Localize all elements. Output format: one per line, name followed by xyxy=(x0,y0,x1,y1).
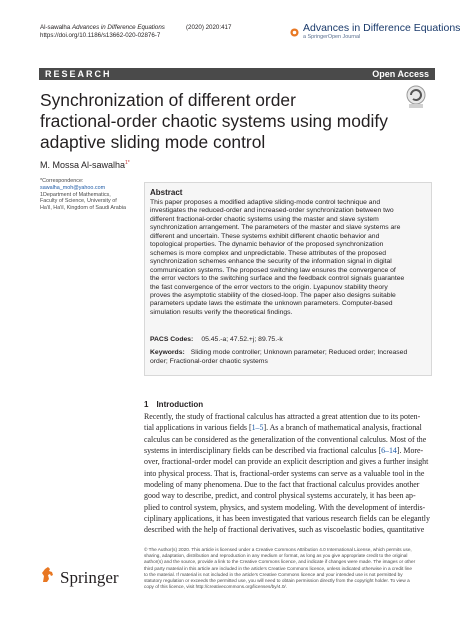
abstract-line: the error vectors to the switching surface and the feedback control signals guarantee xyxy=(150,275,405,283)
body-text: tial applications in various fields [ xyxy=(144,423,252,433)
correspondence-label: *Correspondence: xyxy=(40,178,84,184)
author-name[interactable]: M. Mossa Al-sawalha xyxy=(40,160,126,170)
body-line xyxy=(144,434,430,445)
abstract-line: different fractional-order chaotic systems using the master and slave system xyxy=(150,215,379,223)
abstract-text xyxy=(150,199,425,317)
introduction-text xyxy=(144,411,430,536)
brand-title: Advances in Difference Equations xyxy=(303,22,461,34)
article-type-ribbon xyxy=(39,68,435,80)
license-line: third party material in this article are included in the article's Creative Commons licence, unless indicated otherwise in a credit line xyxy=(144,565,412,571)
license-line: statutory regulation or exceeds the permitted use, you will need to obtain permission directly from the copyright holder. To view a xyxy=(144,578,410,584)
abstract-line: proves the asymptotic stability of the closed-loop. The paper also designs suitable xyxy=(150,291,396,299)
check-for-updates-icon[interactable] xyxy=(404,84,428,110)
abstract-line: the fast convergence of the error vectors to the origin. Lyapunov stability theory xyxy=(150,283,388,291)
correspondence-email[interactable]: sawalha_moh@yahoo.com xyxy=(40,184,106,191)
body-text: calculus can be considered as the generalization of the conventional calculus. Most of the xyxy=(144,434,427,444)
running-header xyxy=(40,24,165,40)
body-text: into physical process. That is, fractional-order systems can serve as a valuable tool in the xyxy=(144,468,425,478)
body-line xyxy=(144,524,430,535)
journal-brand[interactable] xyxy=(290,22,460,40)
body-line xyxy=(144,468,430,479)
body-line xyxy=(144,513,430,524)
license-line: © The Author(s) 2020. This article is licensed under a Creative Commons Attribution 4.0 International License, which permits use, xyxy=(144,547,412,552)
title-line: Synchronization of different order xyxy=(40,90,296,110)
body-text: Recently, the study of fractional calculus has attracted a great attention due to its poten- xyxy=(144,412,421,421)
body-line xyxy=(144,411,430,422)
springer-horse-icon xyxy=(40,566,56,589)
keywords-line: order; Fractional-order chaotic systems xyxy=(150,357,268,365)
license-line: sharing, adaptation, distribution and reproduction in any medium or format, as long as you give appropriate credit to the original xyxy=(144,553,408,559)
abstract-line: simulation results verify the theoretical findings. xyxy=(150,308,293,316)
abstract-line: schemes is more complex and unpredictable. These attributes of the proposed xyxy=(150,249,387,257)
article-title xyxy=(40,90,400,153)
body-text: ciplinary applications, it has been investigated that various research fields can be elegantly xyxy=(144,514,430,524)
abstract-line: synchronization arrangement. The parameters of the master and slave systems are xyxy=(150,224,401,232)
author-line xyxy=(40,160,130,170)
pacs-label: PACS Codes: xyxy=(150,336,194,343)
header-doi[interactable]: https://doi.org/10.1186/s13662-020-02876-7 xyxy=(40,32,161,39)
section-heading xyxy=(144,400,203,409)
abstract-line: communication systems. The proposed switching law ensures the convergence of xyxy=(150,266,396,274)
springer-logo[interactable] xyxy=(40,566,119,589)
body-text: ]. More- xyxy=(396,446,424,456)
springer-wordmark: Springer xyxy=(60,567,119,587)
header-year-article: (2020) 2020:417 xyxy=(186,24,232,31)
affiliation-line: Ha'il, Ha'il, Kingdom of Saudi Arabia xyxy=(40,205,126,212)
body-line xyxy=(144,422,430,433)
body-line xyxy=(144,490,430,501)
article-type-label: RESEARCH xyxy=(45,69,112,79)
license-line: to the material. If material is not included in the article's Creative Commons licence and your intended use is not permitted by xyxy=(144,571,403,577)
body-text: systems in interdisciplinary fields can be described via fractional calculus [ xyxy=(144,446,382,456)
citation-link[interactable]: 1–5 xyxy=(251,423,264,433)
abstract-heading: Abstract xyxy=(150,188,183,197)
body-line xyxy=(144,479,430,490)
body-line xyxy=(144,456,430,467)
license-notice xyxy=(144,547,434,590)
license-line: copy of this licence, visit http://creativecommons.org/licenses/by/4.0/. xyxy=(144,584,288,590)
affiliation-block xyxy=(40,178,140,212)
abstract-line: parameters update laws the estimate the unknown parameters. Computer-based xyxy=(150,300,393,308)
body-line xyxy=(144,445,430,456)
abstract-line: This paper proposes a modified adaptive sliding-mode control technique and xyxy=(150,199,381,206)
keywords-line: Sliding mode controller; Unknown parameter; Reduced order; Increased xyxy=(190,349,408,356)
citation-link[interactable]: 6–14 xyxy=(381,446,397,456)
header-journal: Advances in Difference Equations xyxy=(72,24,165,31)
brand-subtitle: a SpringerOpen Journal xyxy=(303,34,361,40)
affiliation-line: 1Department of Mathematics, xyxy=(40,191,111,198)
keywords-label: Keywords: xyxy=(150,349,185,356)
abstract-line: investigates the reduced-order and increased-order synchronization between two xyxy=(150,207,394,215)
keywords xyxy=(150,349,425,366)
body-text: good way to describe, predict, and control physical systems accurately, it has been ap- xyxy=(144,491,416,501)
springeropen-logo-icon xyxy=(290,24,299,33)
body-text: plied to control system, physics, and system modeling. With the development of interdis- xyxy=(144,502,426,512)
title-line: fractional-order chaotic systems using modify xyxy=(40,111,388,131)
header-author: Al-sawalha xyxy=(40,24,71,31)
open-access-label: Open Access xyxy=(372,69,429,79)
author-marks: 1* xyxy=(125,160,130,166)
license-line: author(s) and the source, provide a link to the Creative Commons licence, and indicate if changes were made. The images or other xyxy=(144,559,416,565)
pacs-codes xyxy=(150,336,283,343)
abstract-line: different and uncertain. These systems exhibit different chaotic behavior and xyxy=(150,232,380,240)
pacs-value: 05.45.-a; 47.52.+j; 89.75.-k xyxy=(201,336,283,343)
body-text: over, fractional-order model can provide an explicit description and gives a further insight xyxy=(144,457,429,467)
section-title: Introduction xyxy=(156,400,204,409)
body-line xyxy=(144,502,430,513)
body-text: modeling of many phenomena. Due to the fact that fractional calculus provides another xyxy=(144,480,420,490)
section-number: 1 xyxy=(144,400,149,409)
body-text: described with the help of fractional derivatives, such as viscoelastic bodies, quantitative xyxy=(144,525,425,535)
affiliation-line: Faculty of Science, University of xyxy=(40,198,117,205)
title-line: adaptive sliding mode control xyxy=(40,132,266,152)
body-text: ]. As a branch of mathematical analysis, fractional xyxy=(263,423,422,433)
abstract-line: synchronization schemes enhance the security of the information signal in digital xyxy=(150,258,392,266)
abstract-line: topological properties. The dynamic behavior of the proposed synchronization xyxy=(150,241,384,249)
